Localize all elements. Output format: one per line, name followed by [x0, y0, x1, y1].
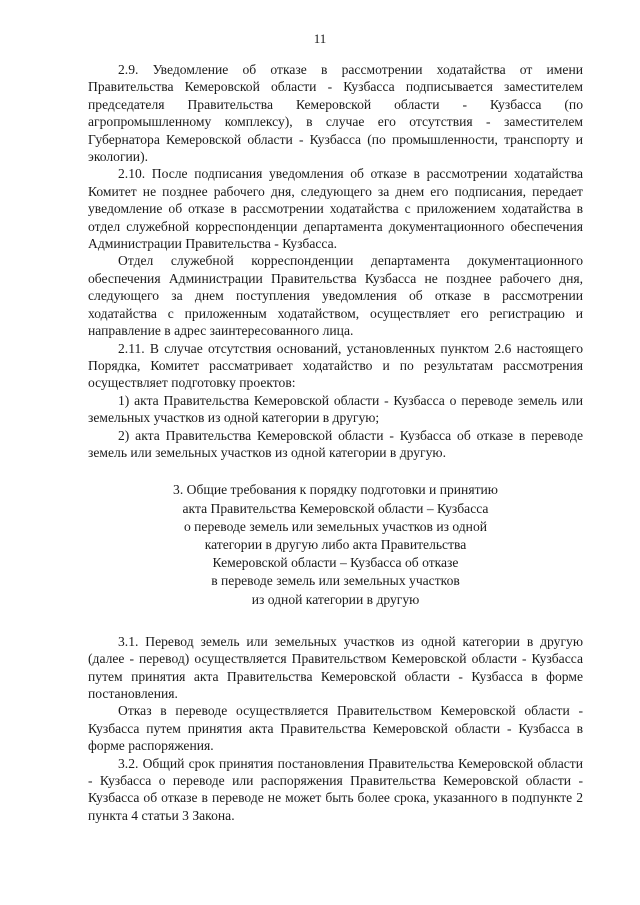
- paragraph-2-10: 2.10. После подписания уведомления об отказе в рассмотрении ходатайства Комитет не позднее рабочего дня, следующего за днем его подписания, передает уведомление об отказе в рассмотрении ходатайства с приложением ходатайства в отдел служебной корреспонденции департамента документационного обеспечения Администрации Правительства - Кузбасса.: [88, 166, 583, 252]
- heading-line: в переводе земель или земельных участков: [211, 573, 460, 589]
- list-item-2: 2) акта Правительства Кемеровской области - Кузбасса об отказе в переводе земель или земельных участков из одной категории в другую.: [88, 427, 583, 460]
- paragraph-2-10-continued: Отдел служебной корреспонденции департамента документационного обеспечения Администрации Правительства Кузбасса не позднее рабочего дня, следующего за днем поступления уведомления об отказе в рассмотрении ходатайства с приложенным ходатайством, осуществляет его регистрацию и направление в адрес заинтересованного лица.: [88, 253, 583, 339]
- heading-line: о переводе земель или земельных участков из одной: [183, 518, 488, 534]
- section-3-heading: [88, 481, 583, 608]
- heading-line: 3. Общие требования к порядку подготовки и принятию: [173, 482, 498, 498]
- paragraph-3-1-refusal: Отказ в переводе осуществляется Правительством Кемеровской области - Кузбасса путем принятия акта Правительства Кемеровской области - Кузбасса в форме распоряжения.: [88, 703, 583, 754]
- heading-line: из одной категории в другую: [251, 591, 420, 607]
- paragraph-3-2: 3.2. Общий срок принятия постановления Правительства Кемеровской области - Кузбасса о переводе или распоряжения Правительства Кемеровской области - Кузбасса об отказе в переводе не может быть более срока, указанного в подпункте 2 пункта 4 статьи 3 Закона.: [88, 755, 583, 823]
- list-item-1: 1) акта Правительства Кемеровской области - Кузбасса о переводе земель или земельных участков из одной категории в другую;: [88, 392, 583, 426]
- paragraph-3-1: 3.1. Перевод земель или земельных участков из одной категории в другую (далее - перевод) осуществляется Правительством Кемеровской области - Кузбасса путем принятия акта Правительства Кемеровской области - Кузбасса в форме постановления.: [88, 633, 583, 701]
- paragraph-2-11: 2.11. В случае отсутствия оснований, установленных пунктом 2.6 настоящего Порядка, Комитет рассматривает ходатайство и по результатам рассмотрения осуществляет подготовку проектов:: [88, 340, 583, 391]
- page-number: 11: [313, 31, 327, 46]
- heading-line: категории в другую либо акта Правительства: [204, 536, 467, 552]
- heading-line: Кемеровской области – Кузбасса об отказе: [212, 555, 459, 571]
- paragraph-2-9: 2.9. Уведомление об отказе в рассмотрении ходатайства от имени Правительства Кемеровской области - Кузбасса подписывается заместителем председателя Правительства Кемеровской области - Кузбасса (по агропромышленному комплексу), в случае его отсутствия - заместителем Губернатора Кемеровской области - Кузбасса (по промышленности, транспорту и экологии).: [88, 62, 583, 165]
- heading-line: акта Правительства Кемеровской области – Кузбасса: [182, 500, 489, 516]
- document-body: [88, 61, 583, 824]
